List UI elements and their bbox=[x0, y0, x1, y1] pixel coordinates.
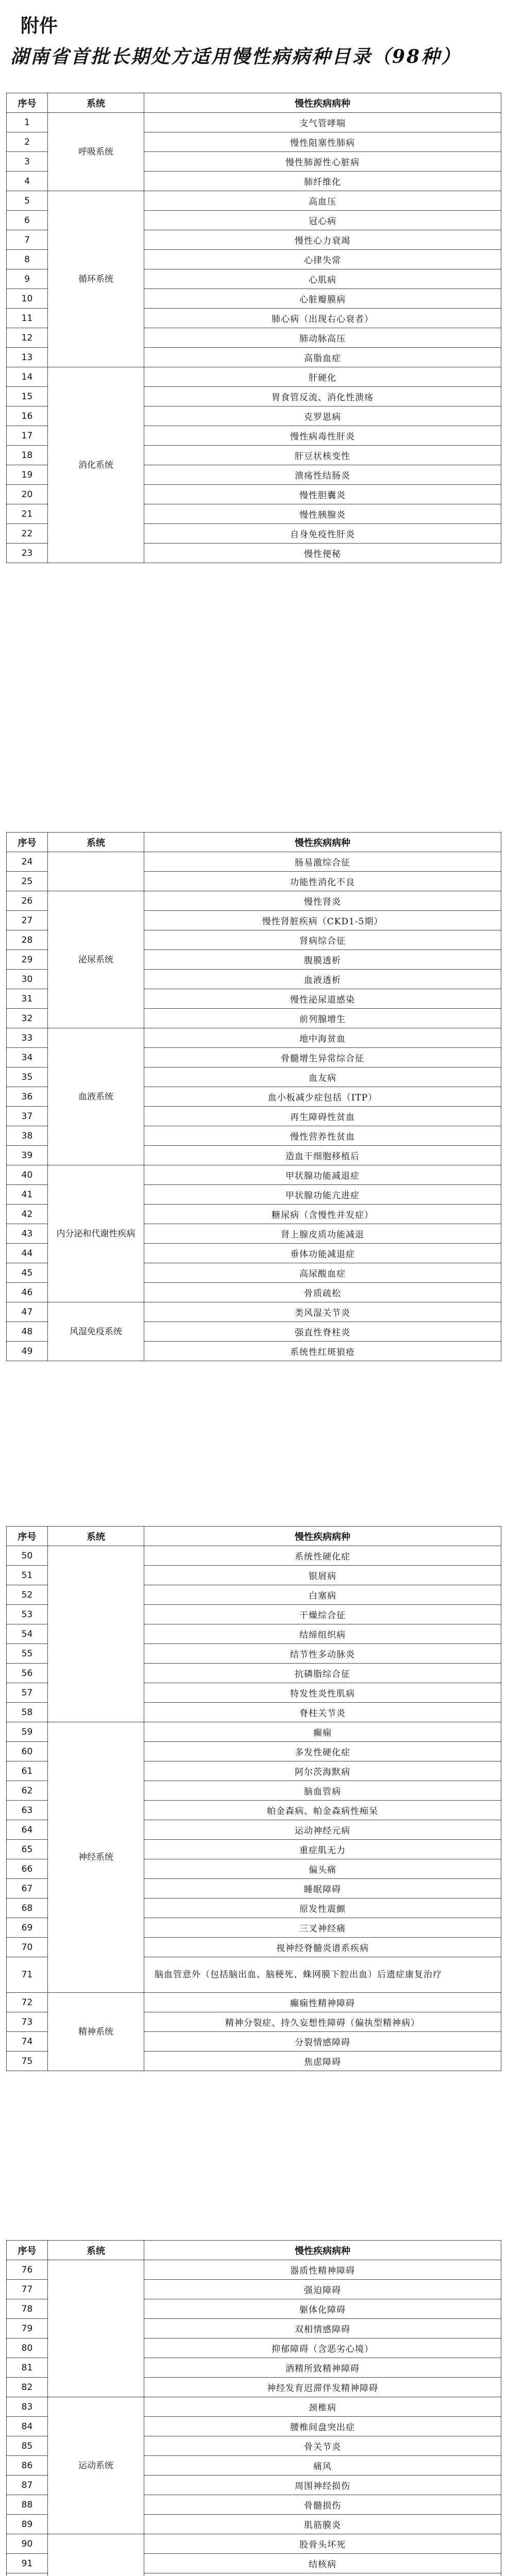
row-number: 74 bbox=[7, 2032, 48, 2052]
disease-cell: 慢性肾炎 bbox=[144, 891, 501, 911]
disease-cell: 地中海贫血 bbox=[144, 1028, 501, 1048]
row-number: 62 bbox=[7, 1781, 48, 1801]
row-number: 75 bbox=[7, 2052, 48, 2071]
disease-cell: 结缔组织病 bbox=[144, 1624, 501, 1644]
row-number: 24 bbox=[7, 852, 48, 872]
row-number: 42 bbox=[7, 1205, 48, 1224]
disease-cell: 慢性心力衰竭 bbox=[144, 230, 501, 250]
system-cell: 内分泌和代谢性疾病 bbox=[48, 1165, 144, 1302]
disease-cell: 系统性硬化症 bbox=[144, 1546, 501, 1566]
header-disease: 慢性疾病病种 bbox=[144, 833, 501, 852]
disease-cell: 糖尿病（含慢性并发症） bbox=[144, 1205, 501, 1224]
disease-cell: 造血干细胞移植后 bbox=[144, 1146, 501, 1165]
row-number: 54 bbox=[7, 1624, 48, 1644]
system-cell: 风湿免疫系统 bbox=[48, 1302, 144, 1361]
system-cell: 血液系统 bbox=[48, 1028, 144, 1165]
disease-table-block-1 bbox=[6, 93, 501, 563]
disease-cell: 慢性阻塞性肺病 bbox=[144, 132, 501, 152]
row-number: 56 bbox=[7, 1664, 48, 1683]
disease-cell: 慢性肾脏疾病（CKD1-5期） bbox=[144, 911, 501, 930]
row-number: 64 bbox=[7, 1820, 48, 1840]
row-number bbox=[7, 2573, 48, 2576]
disease-cell: 肝硬化 bbox=[144, 367, 501, 387]
system-cell: 呼吸系统 bbox=[48, 113, 144, 191]
disease-cell: 腰椎间盘突出症 bbox=[144, 2417, 501, 2436]
row-number: 25 bbox=[7, 872, 48, 891]
table-header-row bbox=[7, 2241, 501, 2260]
disease-cell: 肺纤维化 bbox=[144, 172, 501, 191]
disease-cell: 骨质疏松 bbox=[144, 1283, 501, 1302]
disease-cell: 三叉神经痛 bbox=[144, 1918, 501, 1938]
row-number: 27 bbox=[7, 911, 48, 930]
disease-cell: 溃疡性结肠炎 bbox=[144, 465, 501, 485]
table-row bbox=[7, 2260, 501, 2280]
table-header-row bbox=[7, 93, 501, 113]
row-number: 14 bbox=[7, 367, 48, 387]
disease-cell: 克罗恩病 bbox=[144, 406, 501, 426]
row-number: 46 bbox=[7, 1283, 48, 1302]
row-number: 16 bbox=[7, 406, 48, 426]
disease-cell: 原发性震颤 bbox=[144, 1899, 501, 1918]
table-header-row bbox=[7, 833, 501, 852]
system-cell bbox=[48, 852, 144, 891]
row-number: 5 bbox=[7, 191, 48, 211]
row-number: 67 bbox=[7, 1879, 48, 1899]
disease-cell: 自身免疫性肝炎 bbox=[144, 524, 501, 544]
row-number: 9 bbox=[7, 269, 48, 289]
row-number: 85 bbox=[7, 2436, 48, 2456]
disease-cell: 视神经脊髓炎谱系疾病 bbox=[144, 1938, 501, 1957]
row-number: 76 bbox=[7, 2260, 48, 2280]
row-number: 40 bbox=[7, 1165, 48, 1185]
disease-cell: 肾上腺皮质功能减退 bbox=[144, 1224, 501, 1244]
row-number: 72 bbox=[7, 1993, 48, 2012]
row-number: 71 bbox=[7, 1957, 48, 1993]
row-number: 37 bbox=[7, 1107, 48, 1126]
disease-cell: 焦虑障碍 bbox=[144, 2052, 501, 2071]
disease-cell: 器质性精神障碍 bbox=[144, 2260, 501, 2280]
disease-cell: 结节性多动脉炎 bbox=[144, 1644, 501, 1664]
row-number: 69 bbox=[7, 1918, 48, 1938]
row-number: 36 bbox=[7, 1087, 48, 1107]
disease-cell: 重症肌无力 bbox=[144, 1840, 501, 1859]
disease-cell: 阿尔茨海默病 bbox=[144, 1761, 501, 1781]
row-number: 38 bbox=[7, 1126, 48, 1146]
disease-cell: 高血压 bbox=[144, 191, 501, 211]
disease-cell: 双相情感障碍 bbox=[144, 2319, 501, 2338]
row-number: 30 bbox=[7, 970, 48, 989]
row-number: 51 bbox=[7, 1566, 48, 1585]
disease-cell: 类风湿关节炎 bbox=[144, 1302, 501, 1322]
row-number: 39 bbox=[7, 1146, 48, 1165]
appendix-label: 附件 bbox=[21, 15, 58, 37]
row-number: 66 bbox=[7, 1859, 48, 1879]
table-header-row bbox=[7, 1527, 501, 1546]
row-number: 48 bbox=[7, 1322, 48, 1342]
row-number: 22 bbox=[7, 524, 48, 544]
disease-cell: 肺心病（出现右心衰者） bbox=[144, 309, 501, 328]
disease-table-block-3 bbox=[6, 1526, 501, 2071]
disease-cell: 神经发育迟滞伴发精神障碍 bbox=[144, 2378, 501, 2397]
disease-cell: 躯体化障碍 bbox=[144, 2299, 501, 2319]
disease-cell: 慢性营养性贫血 bbox=[144, 1126, 501, 1146]
row-number: 70 bbox=[7, 1938, 48, 1957]
table-row bbox=[7, 113, 501, 132]
row-number: 61 bbox=[7, 1761, 48, 1781]
row-number: 17 bbox=[7, 426, 48, 446]
row-number: 58 bbox=[7, 1703, 48, 1722]
row-number: 86 bbox=[7, 2456, 48, 2476]
header-disease: 慢性疾病病种 bbox=[144, 1527, 501, 1546]
row-number: 2 bbox=[7, 132, 48, 152]
system-cell: 精神系统 bbox=[48, 1993, 144, 2071]
disease-cell: 腹膜透析 bbox=[144, 950, 501, 970]
table-row bbox=[7, 891, 501, 911]
system-cell: 消化系统 bbox=[48, 367, 144, 563]
row-number: 73 bbox=[7, 2012, 48, 2032]
disease-cell: 银屑病 bbox=[144, 1566, 501, 1585]
row-number: 1 bbox=[7, 113, 48, 132]
row-number: 52 bbox=[7, 1585, 48, 1605]
disease-cell: 强迫障碍 bbox=[144, 2280, 501, 2299]
row-number: 83 bbox=[7, 2397, 48, 2417]
disease-cell: 帕金森病、帕金森病性痴呆 bbox=[144, 1801, 501, 1820]
row-number: 15 bbox=[7, 387, 48, 406]
row-number: 4 bbox=[7, 172, 48, 191]
row-number: 63 bbox=[7, 1801, 48, 1820]
row-number: 34 bbox=[7, 1048, 48, 1067]
row-number: 10 bbox=[7, 289, 48, 309]
row-number: 49 bbox=[7, 1342, 48, 1361]
disease-cell: 慢性泌尿道感染 bbox=[144, 989, 501, 1009]
disease-cell: 慢性便秘 bbox=[144, 544, 501, 563]
disease-cell: 分裂情感障碍 bbox=[144, 2032, 501, 2052]
disease-cell: 强直性脊柱炎 bbox=[144, 1322, 501, 1342]
disease-cell: 肾病综合征 bbox=[144, 930, 501, 950]
table-row bbox=[7, 1028, 501, 1048]
disease-cell: 抑郁障碍（含恶劣心境） bbox=[144, 2338, 501, 2358]
disease-cell: 干燥综合征 bbox=[144, 1605, 501, 1624]
row-number: 12 bbox=[7, 328, 48, 348]
disease-cell: 肌筋膜炎 bbox=[144, 2515, 501, 2534]
row-number: 20 bbox=[7, 485, 48, 504]
disease-cell: 慢性胰腺炎 bbox=[144, 504, 501, 524]
header-system: 系统 bbox=[48, 833, 144, 852]
disease-cell: 高尿酸血症 bbox=[144, 1263, 501, 1283]
disease-cell: 心脏瓣膜病 bbox=[144, 289, 501, 309]
row-number: 80 bbox=[7, 2338, 48, 2358]
row-number: 33 bbox=[7, 1028, 48, 1048]
row-number: 43 bbox=[7, 1224, 48, 1244]
row-number: 21 bbox=[7, 504, 48, 524]
row-number: 8 bbox=[7, 250, 48, 269]
row-number: 13 bbox=[7, 348, 48, 367]
row-number: 77 bbox=[7, 2280, 48, 2299]
row-number: 90 bbox=[7, 2534, 48, 2554]
disease-cell: 前列腺增生 bbox=[144, 1009, 501, 1028]
row-number: 59 bbox=[7, 1722, 48, 1742]
table-row bbox=[7, 2397, 501, 2417]
row-number: 7 bbox=[7, 230, 48, 250]
row-number: 35 bbox=[7, 1067, 48, 1087]
disease-cell: 脑血管意外（包括脑出血、脑梗死、蛛网膜下腔出血）后遗症康复治疗 bbox=[144, 1957, 501, 1993]
row-number: 57 bbox=[7, 1683, 48, 1703]
disease-cell: 慢性肺源性心脏病 bbox=[144, 152, 501, 172]
header-disease: 慢性疾病病种 bbox=[144, 93, 501, 113]
system-cell bbox=[48, 2534, 144, 2576]
disease-cell: 肝豆状核变性 bbox=[144, 446, 501, 465]
row-number: 78 bbox=[7, 2299, 48, 2319]
disease-cell: 周围神经损伤 bbox=[144, 2476, 501, 2495]
row-number: 65 bbox=[7, 1840, 48, 1859]
header-no: 序号 bbox=[7, 1527, 48, 1546]
row-number: 60 bbox=[7, 1742, 48, 1761]
row-number: 84 bbox=[7, 2417, 48, 2436]
row-number: 29 bbox=[7, 950, 48, 970]
disease-cell: 脑血管病 bbox=[144, 1781, 501, 1801]
table-row bbox=[7, 1165, 501, 1185]
disease-cell bbox=[144, 2573, 501, 2576]
disease-cell: 冠心病 bbox=[144, 211, 501, 230]
disease-cell: 骨髓增生异常综合征 bbox=[144, 1048, 501, 1067]
row-number: 53 bbox=[7, 1605, 48, 1624]
row-number: 88 bbox=[7, 2495, 48, 2515]
row-number: 82 bbox=[7, 2378, 48, 2397]
disease-cell: 白塞病 bbox=[144, 1585, 501, 1605]
header-system: 系统 bbox=[48, 2241, 144, 2260]
system-cell: 运动系统 bbox=[48, 2397, 144, 2534]
row-number: 28 bbox=[7, 930, 48, 950]
row-number: 89 bbox=[7, 2515, 48, 2534]
table-row bbox=[7, 1722, 501, 1742]
disease-cell: 酒精所致精神障碍 bbox=[144, 2358, 501, 2378]
disease-cell: 肠易激综合征 bbox=[144, 852, 501, 872]
header-disease: 慢性疾病病种 bbox=[144, 2241, 501, 2260]
disease-cell: 结核病 bbox=[144, 2554, 501, 2573]
disease-cell: 脊柱关节炎 bbox=[144, 1703, 501, 1722]
disease-cell: 垂体功能减退症 bbox=[144, 1244, 501, 1263]
row-number: 55 bbox=[7, 1644, 48, 1664]
disease-cell: 多发性硬化症 bbox=[144, 1742, 501, 1761]
document-title: 湖南省首批长期处方适用慢性病病种目录（98种） bbox=[10, 46, 462, 67]
row-number: 18 bbox=[7, 446, 48, 465]
disease-cell: 心肌病 bbox=[144, 269, 501, 289]
row-number: 47 bbox=[7, 1302, 48, 1322]
disease-table-block-2 bbox=[6, 832, 501, 1361]
disease-cell: 肺动脉高压 bbox=[144, 328, 501, 348]
disease-cell: 血友病 bbox=[144, 1067, 501, 1087]
system-cell bbox=[48, 2260, 144, 2397]
disease-table-block-4 bbox=[6, 2240, 501, 2576]
row-number: 45 bbox=[7, 1263, 48, 1283]
header-system: 系统 bbox=[48, 1527, 144, 1546]
row-number: 68 bbox=[7, 1899, 48, 1918]
row-number: 26 bbox=[7, 891, 48, 911]
system-cell: 循环系统 bbox=[48, 191, 144, 367]
disease-cell: 功能性消化不良 bbox=[144, 872, 501, 891]
disease-cell: 甲状腺功能亢进症 bbox=[144, 1185, 501, 1205]
row-number: 44 bbox=[7, 1244, 48, 1263]
header-no: 序号 bbox=[7, 93, 48, 113]
row-number: 11 bbox=[7, 309, 48, 328]
table-row bbox=[7, 1302, 501, 1322]
disease-cell: 骨关节炎 bbox=[144, 2436, 501, 2456]
disease-cell: 再生障碍性贫血 bbox=[144, 1107, 501, 1126]
table-row bbox=[7, 2534, 501, 2554]
table-row bbox=[7, 852, 501, 872]
header-no: 序号 bbox=[7, 2241, 48, 2260]
disease-cell: 心律失常 bbox=[144, 250, 501, 269]
disease-cell: 甲状腺功能减退症 bbox=[144, 1165, 501, 1185]
disease-cell: 股骨头坏死 bbox=[144, 2534, 501, 2554]
disease-cell: 特发性炎性肌病 bbox=[144, 1683, 501, 1703]
row-number: 41 bbox=[7, 1185, 48, 1205]
table-row bbox=[7, 1993, 501, 2012]
header-system: 系统 bbox=[48, 93, 144, 113]
disease-cell: 运动神经元病 bbox=[144, 1820, 501, 1840]
disease-cell: 支气管哮喘 bbox=[144, 113, 501, 132]
disease-cell: 胃食管反流、消化性溃疡 bbox=[144, 387, 501, 406]
row-number: 32 bbox=[7, 1009, 48, 1028]
disease-cell: 睡眠障碍 bbox=[144, 1879, 501, 1899]
row-number: 3 bbox=[7, 152, 48, 172]
table-row bbox=[7, 1546, 501, 1566]
row-number: 19 bbox=[7, 465, 48, 485]
disease-cell: 系统性红斑狼疮 bbox=[144, 1342, 501, 1361]
system-cell: 神经系统 bbox=[48, 1722, 144, 1993]
disease-cell: 偏头痛 bbox=[144, 1859, 501, 1879]
disease-cell: 高脂血症 bbox=[144, 348, 501, 367]
disease-cell: 慢性胆囊炎 bbox=[144, 485, 501, 504]
disease-cell: 血小板减少症包括（ITP） bbox=[144, 1087, 501, 1107]
row-number: 31 bbox=[7, 989, 48, 1009]
row-number: 79 bbox=[7, 2319, 48, 2338]
header-no: 序号 bbox=[7, 833, 48, 852]
row-number: 87 bbox=[7, 2476, 48, 2495]
disease-cell: 骨髓损伤 bbox=[144, 2495, 501, 2515]
table-row bbox=[7, 191, 501, 211]
row-number: 6 bbox=[7, 211, 48, 230]
row-number: 50 bbox=[7, 1546, 48, 1566]
disease-cell: 血液透析 bbox=[144, 970, 501, 989]
system-cell bbox=[48, 1546, 144, 1722]
disease-cell: 癫痫性精神障碍 bbox=[144, 1993, 501, 2012]
system-cell: 泌尿系统 bbox=[48, 891, 144, 1028]
row-number: 91 bbox=[7, 2554, 48, 2573]
disease-cell: 颈椎病 bbox=[144, 2397, 501, 2417]
disease-cell: 慢性病毒性肝炎 bbox=[144, 426, 501, 446]
table-row bbox=[7, 367, 501, 387]
disease-cell: 精神分裂症、持久妄想性障碍（偏执型精神病） bbox=[144, 2012, 501, 2032]
disease-cell: 痛风 bbox=[144, 2456, 501, 2476]
row-number: 81 bbox=[7, 2358, 48, 2378]
row-number: 23 bbox=[7, 544, 48, 563]
disease-cell: 癫痫 bbox=[144, 1722, 501, 1742]
disease-cell: 抗磷脂综合征 bbox=[144, 1664, 501, 1683]
